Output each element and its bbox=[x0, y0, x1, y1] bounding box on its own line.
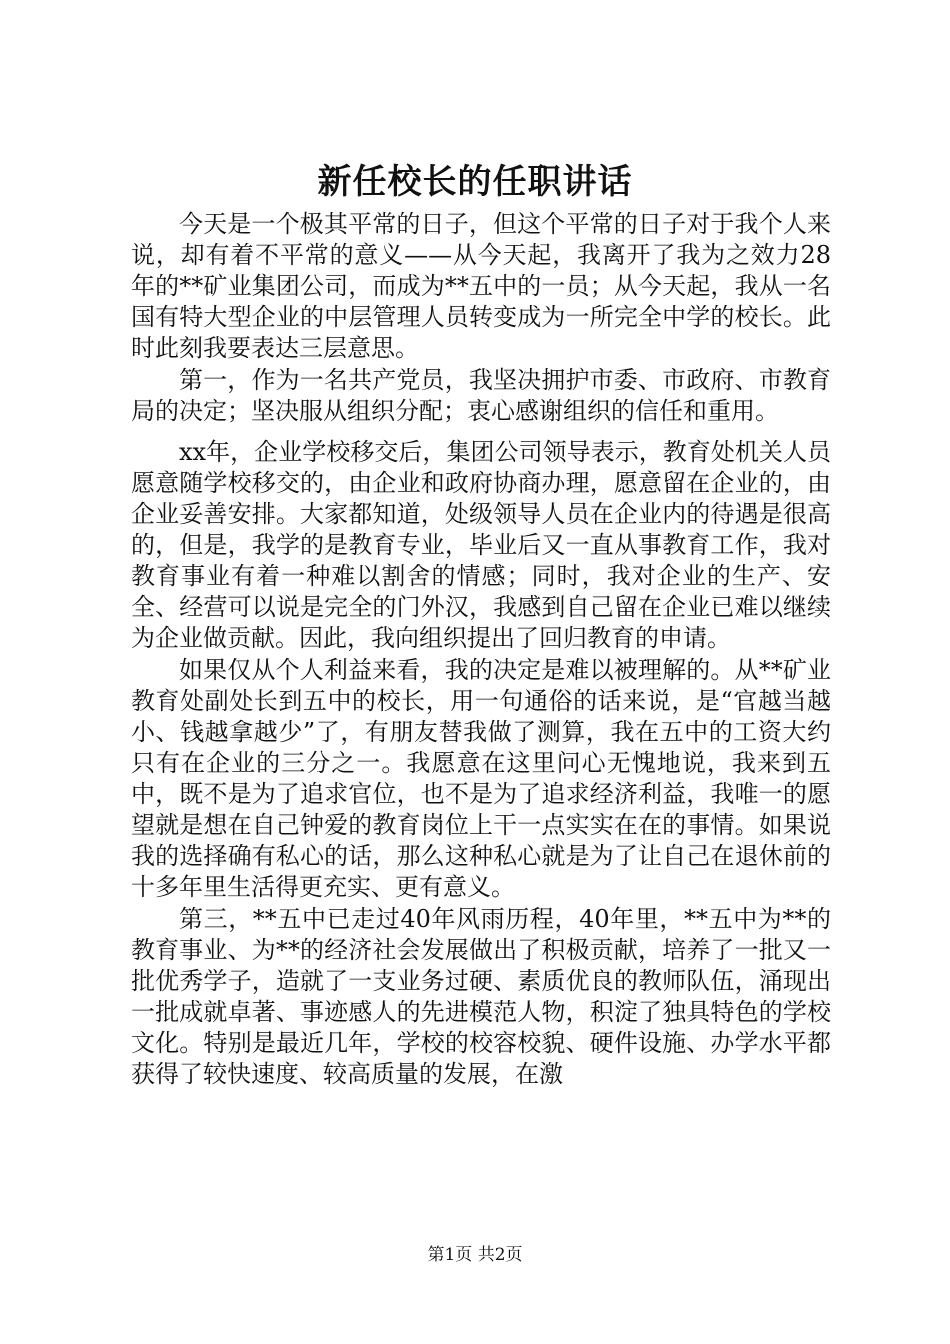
page-number-footer: 第1页 共2页 bbox=[427, 1245, 523, 1265]
paragraph-third-point: 第三，**五中已走过40年风雨历程，40年里，**五中为**的教育事业、为**的经济社会发展做出了积极贡献，培养了一批又一批优秀学子，造就了一支业务过硬、素质优良的教师队伍，涌现出一批成就卓著、事迹感人的先进模范人物，积淀了独具特色的学校文化。特别是最近几年，学校的校容校貌、硬件设施、办学水平都获得了较快速度、较高质量的发展，在激 bbox=[131, 905, 831, 1088]
paragraph-personal-interest: 如果仅从个人利益来看，我的决定是难以被理解的。从**矿业教育处副处长到五中的校长，用一句通俗的话来说，是“官越当越小、钱越拿越少”了，有朋友替我做了测算，我在五中的工资大约只有在企业的三分之一。我愿意在这里问心无愧地说，我来到五中，既不是为了追求官位，也不是为了追求经济利益，我唯一的愿望就是想在自己钟爱的教育岗位上干一点实实在在的事情。如果说我的选择确有私心的话，那么这种私心就是为了让自己在退休前的十多年里生活得更充实、更有意义。 bbox=[131, 656, 831, 901]
document-body bbox=[131, 209, 831, 1090]
paragraph-transfer: xx年，企业学校移交后，集团公司领导表示，教育处机关人员愿意随学校移交的，由企业和政府协商办理，愿意留在企业的，由企业妥善安排。大家都知道，处级领导人员在企业内的待遇是很高的，但是，我学的是教育专业，毕业后又一直从事教育工作，我对教育事业有着一种难以割舍的情感；同时，我对企业的生产、安全、经营可以说是完全的门外汉，我感到自己留在企业已难以继续为企业做贡献。因此，我向组织提出了回归教育的申请。 bbox=[131, 438, 831, 652]
paragraph-first-point: 第一，作为一名共产党员，我坚决拥护市委、市政府、市教育局的决定；坚决服从组织分配；衷心感谢组织的信任和重用。 bbox=[131, 366, 831, 425]
document-title: 新任校长的任职讲话 bbox=[317, 162, 633, 202]
paragraph-intro: 今天是一个极其平常的日子，但这个平常的日子对于我个人来说，却有着不平常的意义——从今天起，我离开了我为之效力28年的**矿业集团公司，而成为**五中的一员；从今天起，我从一名国有特大型企业的中层管理人员转变成为一所完全中学的校长。此时此刻我要表达三层意思。 bbox=[131, 210, 831, 362]
